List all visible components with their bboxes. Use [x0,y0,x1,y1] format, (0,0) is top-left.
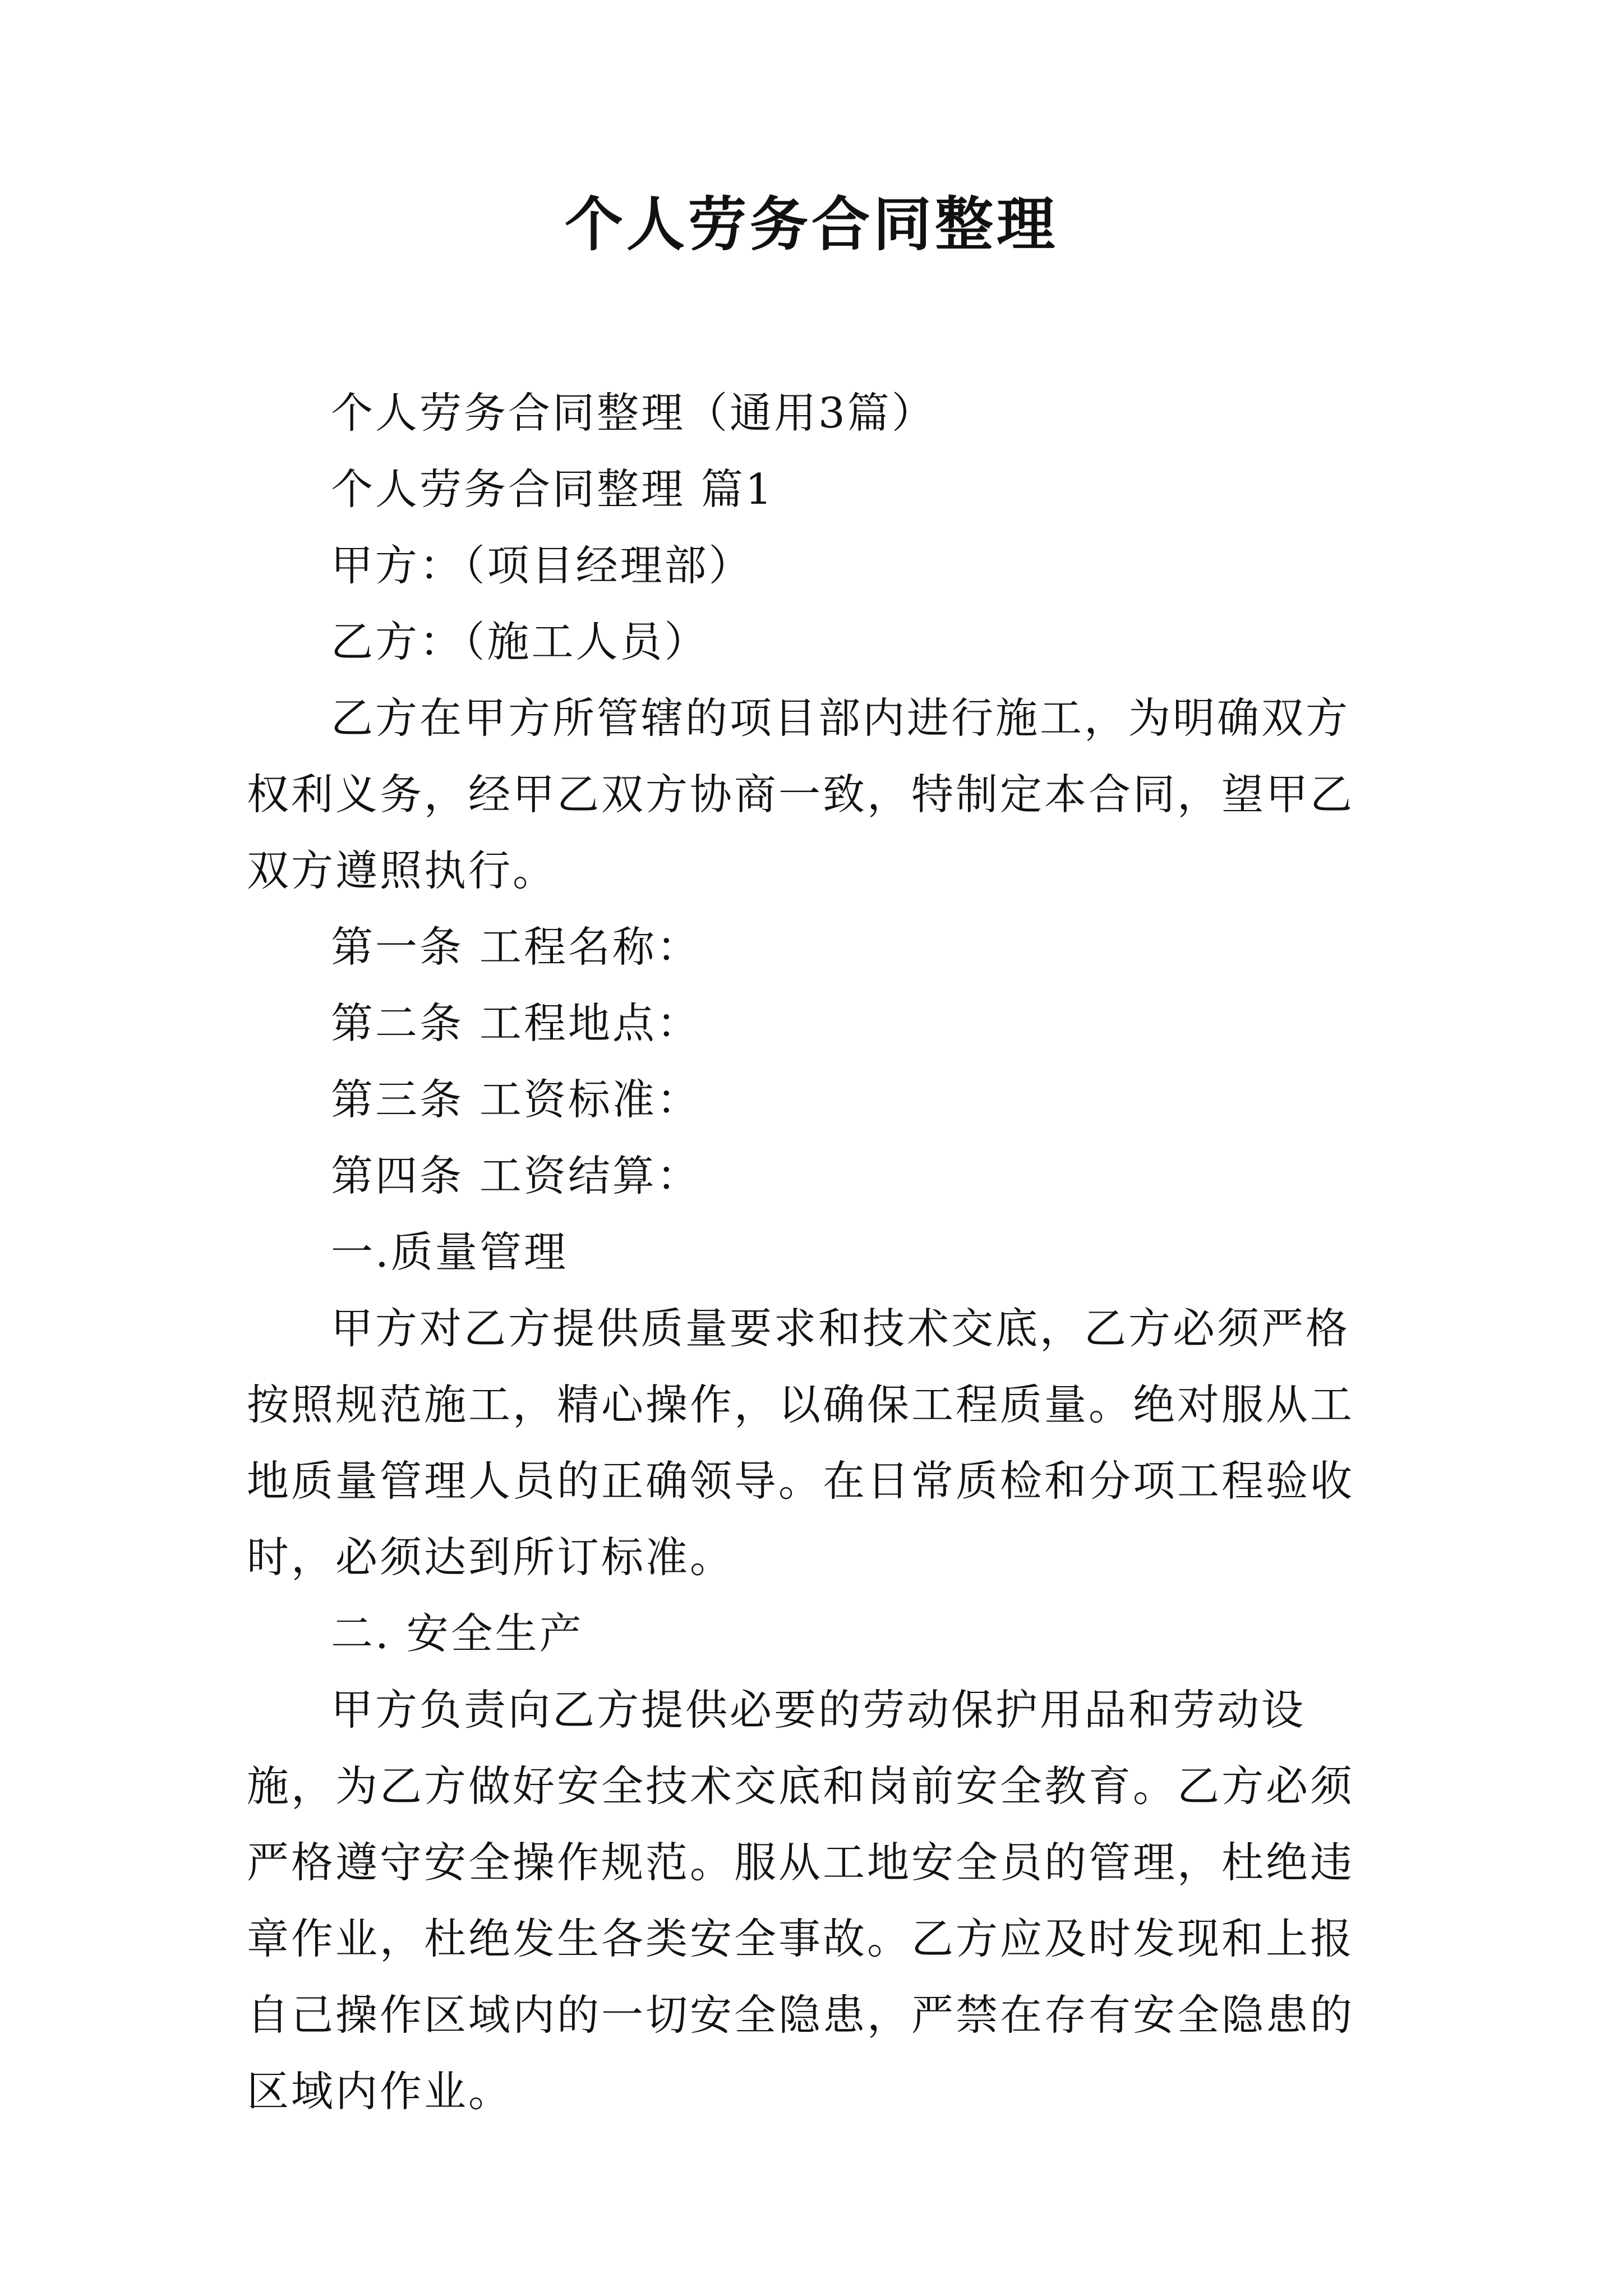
document-body [247,375,1385,2129]
paragraph-article-4: 第四条 工资结算： [331,1151,701,1200]
paragraph-quality-body: 甲方对乙方提供质量要求和技术交底，乙方必须严格按照规范施工，精心操作，以确保工程质量。绝对服从工地质量管理人员的正确领导。在日常质检和分项工程验收时，必须达到所订标准。 [247,1304,1355,1582]
paragraph-quality-heading: 一.质量管理 [331,1227,568,1277]
paragraph-safety-body: 甲方负责向乙方提供必要的劳动保护用品和劳动设施，为乙方做好安全技术交底和岗前安全教育。乙方必须严格遵守安全操作规范。服从工地安全员的管理，杜绝违章作业，杜绝发生各类安全事故。乙方应及时发现和上报自己操作区域内的一切安全隐患，严禁在存有安全隐患的区域内作业。 [247,1685,1355,2116]
paragraph-section-heading: 个人劳务合同整理 篇1 [331,464,774,514]
paragraph-party-a: 甲方：（项目经理部） [331,541,753,590]
paragraph-party-b: 乙方：（施工人员） [331,617,709,666]
paragraph-article-1: 第一条 工程名称： [331,922,701,972]
document-title: 个人劳务合同整理 [564,190,1058,259]
paragraph-safety-heading: 二. 安全生产 [331,1609,584,1658]
paragraph-subtitle: 个人劳务合同整理（通用3篇） [331,388,936,438]
paragraph-preamble: 乙方在甲方所管辖的项目部内进行施工，为明确双方权利义务，经甲乙双方协商一致，特制定本合同，望甲乙双方遵照执行。 [247,693,1355,895]
paragraph-article-2: 第二条 工程地点： [331,999,701,1048]
paragraph-article-3: 第三条 工资标准： [331,1075,701,1124]
